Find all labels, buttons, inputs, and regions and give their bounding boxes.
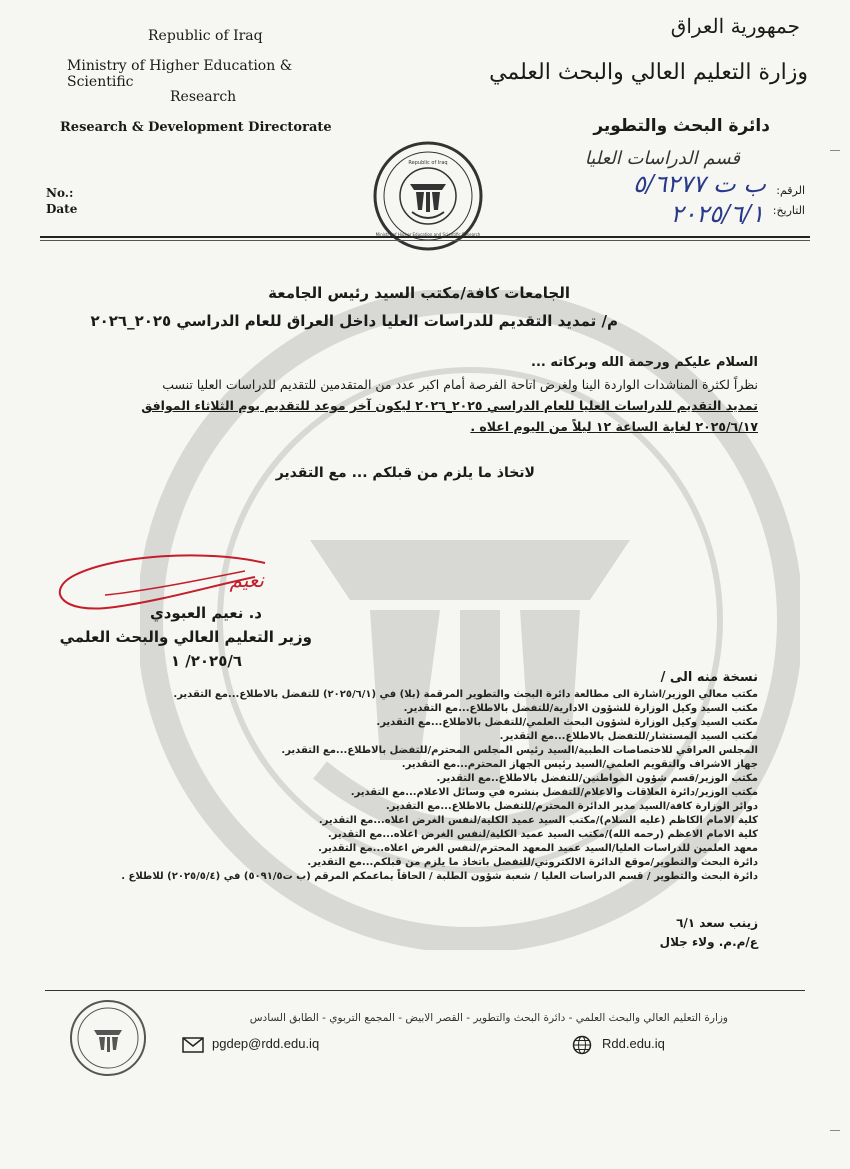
header-no-label-en: No.: (46, 186, 74, 200)
body-paragraph-line2: تمديد التقديم للدراسات العليا للعام الدراسي ٢٠٢٥_٢٠٢٦ ليكون آخر موعد للتقديم يوم الثلاثاء الموافق (141, 398, 758, 413)
cc-list (68, 688, 758, 884)
header-country-en: Republic of Iraq (148, 28, 263, 44)
cc-item: المجلس العراقي للاختصاصات الطبية/السيد رئيس المجلس المحترم/للتفضل بالاطلاع...مع التقدير. (281, 745, 758, 756)
body-paragraph-line1: نظراً لكثرة المناشدات الواردة الينا ولغرض اتاحة الفرصة أمام اكبر عدد من المتقدمين للتقديم للدراسات العليا تنسب (162, 377, 758, 392)
subject: م/ تمديد التقديم للدراسات العليا داخل العراق للعام الدراسي ٢٠٢٥_٢٠٢٦ (90, 312, 618, 330)
seal-text-1: Republic of Iraq (408, 160, 448, 166)
header-ministry-en-line2: Research (170, 89, 237, 105)
seal-text-2: Ministry of Higher Education and Scientific Research (375, 232, 481, 237)
header-no-label-ar: الرقم: (776, 184, 805, 197)
signature-date: ٢٠٢٥/٦/ ١ (170, 652, 242, 670)
body-paragraph-line3: ٢٠٢٥/٦/١٧ لغاية الساعة ١٢ ليلاً من اليوم اعلاه . (470, 419, 758, 434)
cc-item: جهاز الاشراف والتقويم العلمي/السيد رئيس الجهاز المحترم...مع التقدير. (401, 759, 758, 770)
signatory-title: وزير التعليم العالي والبحث العلمي (59, 628, 312, 646)
footer-address: وزارة التعليم العالي والبحث العلمي - دائرة البحث والتطوير - القصر الابيض - المجمع التربوي - الطابق السادس (249, 1012, 728, 1024)
header-ministry-ar: وزارة التعليم العالي والبحث العلمي (489, 60, 808, 85)
header-ministry-en-line1: Ministry of Higher Education & Scientific (67, 58, 293, 90)
header-department-ar: قسم الدراسات العليا (584, 148, 740, 169)
cc-item: دائرة البحث والتطوير/موقع الدائرة الالكتروني/للتفضل باتخاذ ما يلزم من قبلكم...مع التقدير. (307, 857, 758, 868)
signature-handwritten: نعيم (229, 568, 264, 592)
header-date-label-en: Date (46, 202, 78, 216)
header-country-ar: جمهورية العراق (670, 14, 800, 38)
footer-website-link[interactable]: Rdd.edu.iq (602, 1036, 665, 1051)
cc-item: معهد العلمين للدراسات العليا/السيد عميد المعهد المحترم/لنفس الغرض اعلاه...مع التقدير. (318, 843, 758, 854)
cc-item: كلية الامام الكاظم (عليه السلام)/مكتب السيد عميد الكلية/لنفس الغرض اعلاه...مع التقدير. (318, 815, 758, 826)
initials-line2: ع/م.م. ولاء جلال (659, 935, 758, 949)
globe-icon (572, 1035, 592, 1055)
cc-item: دائرة البحث والتطوير / قسم الدراسات العليا / شعبة شؤون الطلبة / الحاقاً بماعمكم المرقم (ب ت٥٠٩١/٥) في (٢٠٢٥/٥/٤) للاطلاع . (121, 871, 758, 882)
cc-item: مكتب السيد المستشار/للتفضل بالاطلاع...مع التقدير. (499, 731, 758, 742)
cc-heading: نسخة منه الى / (660, 670, 758, 685)
header-date-label-ar: التاريخ: (772, 204, 805, 217)
initials-line1: زينب سعد ٦/١ (676, 916, 758, 930)
greeting: السلام عليكم ورحمة الله وبركاته ... (531, 355, 758, 370)
header-divider-thin (40, 240, 810, 241)
cc-item: كلية الامام الاعظم (رحمه الله)/مكتب السيد عميد الكلية/لنفس الغرض اعلاه...مع التقدير. (327, 829, 758, 840)
cc-item: مكتب الوزير/دائرة العلاقات والاعلام/للتفضل بنشره في وسائل الاعلام...مع التقدير. (350, 787, 758, 798)
footer-divider (45, 990, 805, 991)
edge-mark (830, 150, 840, 151)
cc-item: مكتب الوزير/قسم شؤون المواطنين/للتفضل بالاطلاع..مع التقدير. (436, 773, 758, 784)
header-directorate-ar: دائرة البحث والتطوير (593, 116, 770, 136)
cc-item: مكتب السيد وكيل الوزارة للشؤون الادارية/للتفضل بالاطلاع...مع التقدير. (403, 703, 758, 714)
ministry-seal-footer (68, 998, 148, 1078)
header-divider (40, 236, 810, 238)
signatory-name: د. نعيم العبودي (149, 604, 262, 622)
edge-mark (830, 1130, 840, 1131)
addressee: الجامعات كافة/مكتب السيد رئيس الجامعة (268, 284, 570, 302)
cc-item: مكتب السيد وكيل الوزارة لشؤون البحث العلمي/للتفضل بالاطلاع...مع التقدير. (376, 717, 758, 728)
footer-email-link[interactable]: pgdep@rdd.edu.iq (212, 1036, 320, 1051)
cc-item: دوائر الوزارة كافة/السيد مدير الدائرة المحترم/للتفضل بالاطلاع...مع التقدير. (385, 801, 758, 812)
header-directorate-en: Research & Development Directorate (60, 120, 332, 135)
header-date-value: ٢٠٢٥/٦/١ (670, 200, 764, 228)
closing-line: لاتخاذ ما يلزم من قبلكم ... مع التقدير (275, 465, 535, 481)
cc-item: مكتب معالي الوزير/اشارة الى مطالعة دائرة البحث والتطوير المرقمة (بلا) في (٢٠٢٥/٦/١) للتفضل بالاطلاع...مع التقدير. (173, 689, 758, 700)
envelope-icon (182, 1037, 204, 1053)
header-no-value: ب ت ٥/٦٢٧٧ (633, 170, 766, 198)
